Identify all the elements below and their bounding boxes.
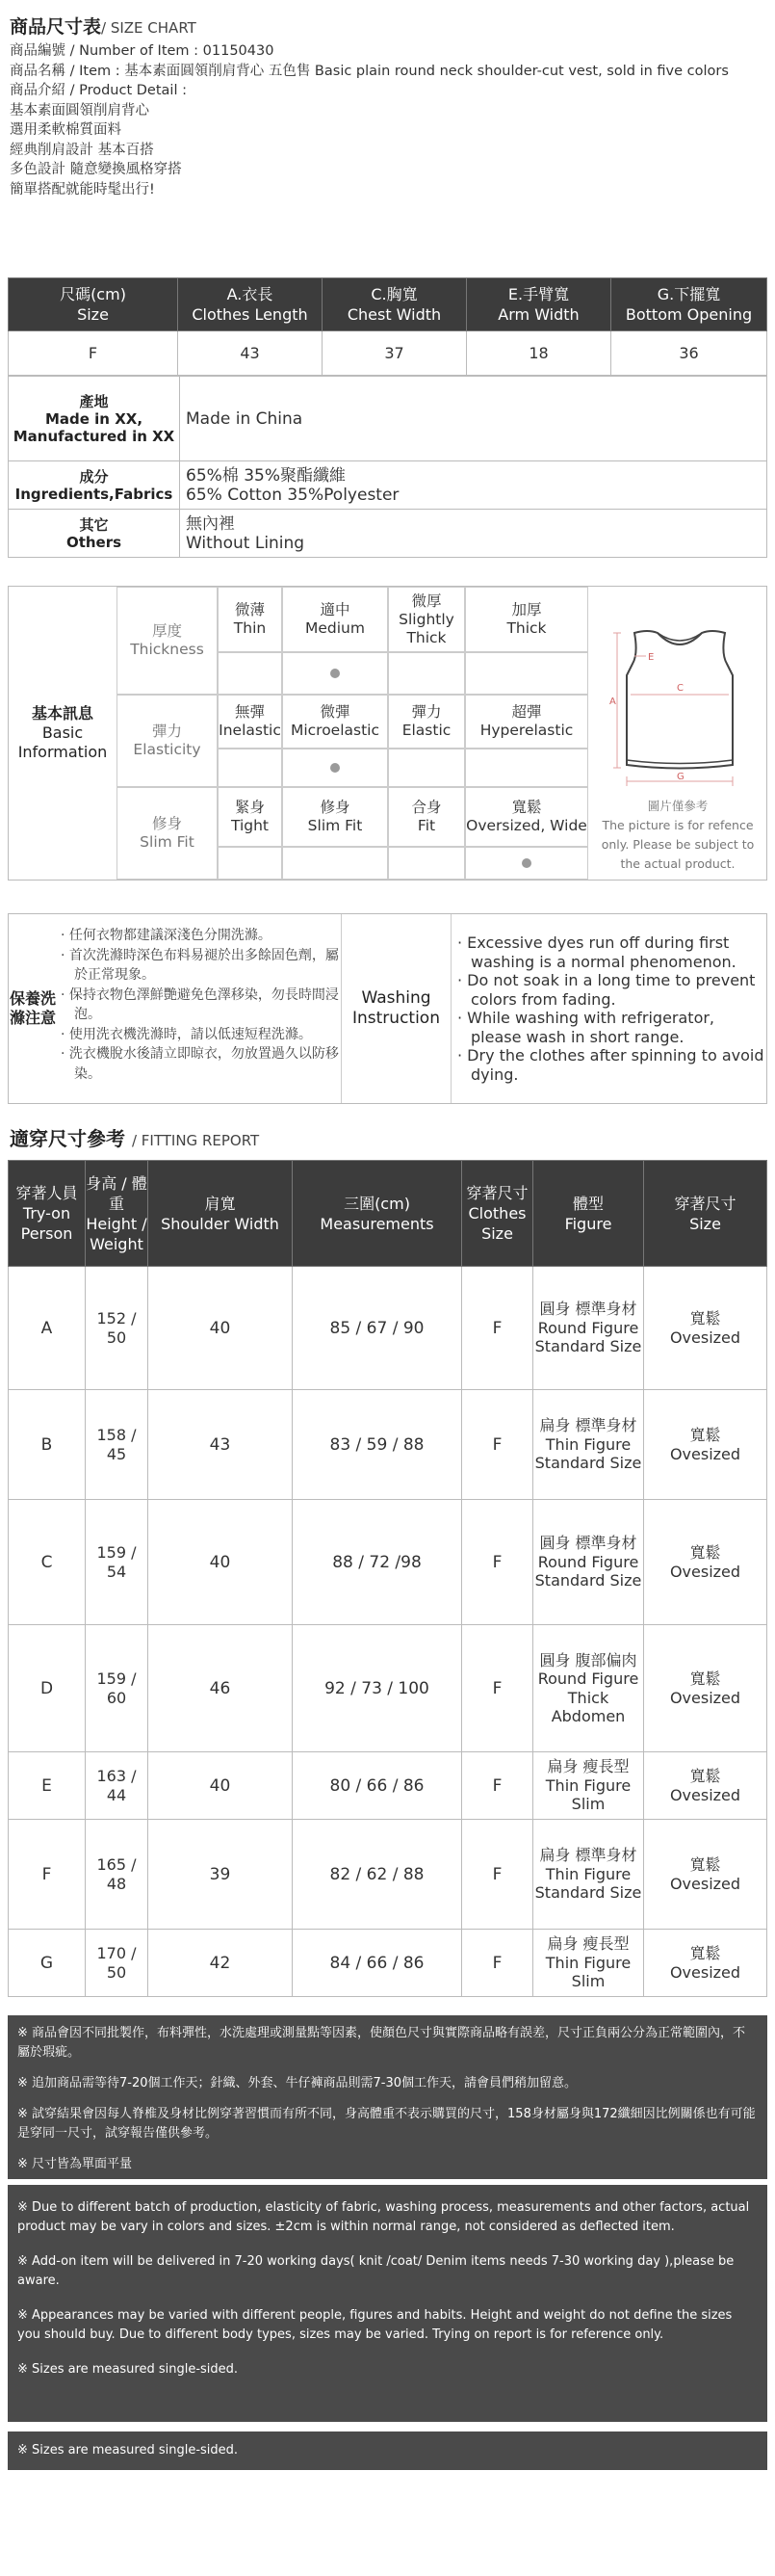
indicator-cell xyxy=(218,749,282,787)
height-weight-cell: 158 / 45 xyxy=(86,1390,148,1500)
figure-cell: 圓身 腹部偏肉 Round Figure Thick Abdomen xyxy=(533,1625,644,1752)
bottom-opening-header: G.下擺寬 Bottom Opening xyxy=(611,278,767,331)
note-item: ※ 試穿結果會因每人脊椎及身材比例穿著習慣而有所不同，身高體重不表示購買的尺寸，158身材屬身與172纖細因比例關係也有可能是穿同一尺寸，試穿報告僅供參考。 xyxy=(17,2107,756,2141)
measure-letter-g: G xyxy=(677,772,685,782)
shoulder-cell: 43 xyxy=(148,1390,293,1500)
origin-value: Made in China xyxy=(180,377,767,461)
figure-header: 體型 Figure xyxy=(533,1161,644,1267)
arm-width-cell: 18 xyxy=(467,331,611,376)
option-microelastic: 微彈 Microelastic xyxy=(282,695,388,749)
figure-cell: 扁身 瘦長型 Thin Figure Slim xyxy=(533,1930,644,1997)
note-item: ※ 尺寸皆為單面平量 xyxy=(17,2157,133,2171)
table-row xyxy=(9,1390,767,1500)
note-item: ※ Due to different batch of production, elasticity of fabric, washing process, measurements and other factors, actual product may be vary in colors and sizes. ±2cm is within normal range, not considered as deflected item. xyxy=(17,2200,750,2234)
indicator-cell xyxy=(388,652,465,695)
clothes-size-cell: F xyxy=(462,1752,533,1820)
measure-letter-a: A xyxy=(609,697,616,707)
page-title-sub: / SIZE CHART xyxy=(101,19,196,37)
indicator-cell xyxy=(218,847,282,880)
slim-fit-label: 修身 Slim Fit xyxy=(116,787,218,880)
chest-width-cell: 37 xyxy=(323,331,467,376)
clothes-size-cell: F xyxy=(462,1500,533,1625)
arm-width-header: E.手臂寬 Arm Width xyxy=(467,278,611,331)
shoulder-cell: 40 xyxy=(148,1752,293,1820)
size-header: 尺碼(cm) Size xyxy=(9,278,178,331)
selected-dot xyxy=(330,669,340,678)
fitting-title: 適穿尺寸參考 / FITTING REPORT xyxy=(10,1127,260,1150)
origin-key: 產地 Made in XX, Manufactured in XX xyxy=(9,377,180,461)
others-value: 無內裡 Without Lining xyxy=(180,510,767,558)
note-item: ※ 追加商品需等待7-20個工作天；針織、外套、牛仔褲商品則需7-30個工作天，請會員們稍加留意。 xyxy=(17,2076,578,2090)
option-thin: 微薄 Thin xyxy=(218,587,282,652)
option-inelastic: 無彈 Inelastic xyxy=(218,695,282,749)
shoulder-cell: 40 xyxy=(148,1267,293,1390)
detail-line: 選用柔軟棉質面料 xyxy=(10,122,121,138)
measurements-header: 三圍(cm) Measurements xyxy=(293,1161,462,1267)
height-weight-cell: 163 / 44 xyxy=(86,1752,148,1820)
note-item: ※ Appearances may be varied with different people, figures and habits. Height and weight do not define the sizes you should buy. Due to different body types, sizes may be varied. Trying on report is for reference only. xyxy=(17,2308,733,2342)
indicator-cell xyxy=(218,652,282,695)
figure-cell: 圓身 標準身材 Round Figure Standard Size xyxy=(533,1267,644,1390)
indicator-cell xyxy=(388,749,465,787)
person-cell: F xyxy=(9,1820,86,1930)
indicator-cell xyxy=(465,847,588,880)
detail-label: 商品介紹 / Product Detail : xyxy=(10,83,187,98)
clothes-size-cell: F xyxy=(462,1390,533,1500)
table-row xyxy=(9,1930,767,1997)
table-row xyxy=(9,331,767,376)
person-cell: C xyxy=(9,1500,86,1625)
measurements-cell: 82 / 62 / 88 xyxy=(293,1820,462,1930)
note-item: ※ Add-on item will be delivered in 7-20 working days( knit /coat/ Denim items needs 7-30 working day ),please be aware. xyxy=(17,2254,735,2288)
indicator-cell xyxy=(465,652,588,695)
option-medium: 適中 Medium xyxy=(282,587,388,652)
option-fit: 合身 Fit xyxy=(388,787,465,847)
vest-outline-icon xyxy=(588,587,766,794)
measure-letter-e: E xyxy=(648,652,655,663)
person-cell: G xyxy=(9,1930,86,1997)
fit-size-header: 穿著尺寸 Size xyxy=(644,1161,767,1267)
height-weight-cell: 159 / 60 xyxy=(86,1625,148,1752)
fit-cell: 寬鬆 Ovesized xyxy=(644,1820,767,1930)
shoulder-cell: 40 xyxy=(148,1500,293,1625)
others-key: 其它 Others xyxy=(9,510,180,558)
fitting-table xyxy=(8,1160,767,1997)
height-weight-cell: 165 / 48 xyxy=(86,1820,148,1930)
detail-line: 經典削肩設計 基本百搭 xyxy=(10,142,154,158)
indicator-cell xyxy=(282,847,388,880)
person-cell: E xyxy=(9,1752,86,1820)
ingredients-value: 65%棉 35%聚酯纖維 65% Cotton 35%Polyester xyxy=(180,461,767,510)
fit-cell: 寬鬆 Ovesized xyxy=(644,1267,767,1390)
note-item: ※ Sizes are measured single-sided. xyxy=(17,2443,239,2458)
table-row xyxy=(9,461,767,510)
height-weight-cell: 170 / 50 xyxy=(86,1930,148,1997)
measurements-cell: 85 / 67 / 90 xyxy=(293,1267,462,1390)
person-cell: D xyxy=(9,1625,86,1752)
washing-label-en: Washing Instruction xyxy=(341,914,452,1103)
height-weight-cell: 159 / 54 xyxy=(86,1500,148,1625)
clothes-size-header: 穿著尺寸 Clothes Size xyxy=(462,1161,533,1267)
option-thick: 加厚 Thick xyxy=(465,587,588,652)
measurements-cell: 84 / 66 / 86 xyxy=(293,1930,462,1997)
washing-panel xyxy=(8,913,767,1104)
table-row xyxy=(9,1267,767,1390)
washing-label-zh: 保養洗滌注意 xyxy=(9,989,56,1027)
option-elastic: 彈力 Elastic xyxy=(388,695,465,749)
size-cell: F xyxy=(9,331,178,376)
measurements-cell: 88 / 72 /98 xyxy=(293,1500,462,1625)
person-cell: A xyxy=(9,1267,86,1390)
clothes-size-cell: F xyxy=(462,1930,533,1997)
garment-diagram xyxy=(588,587,766,880)
indicator-cell xyxy=(282,652,388,695)
height-weight-header: 身高 / 體重 Height / Weight xyxy=(86,1161,148,1267)
table-row xyxy=(9,1500,767,1625)
figure-cell: 扁身 標準身材 Thin Figure Standard Size xyxy=(533,1820,644,1930)
clothes-size-cell: F xyxy=(462,1820,533,1930)
try-on-person-header: 穿著人員 Try-on Person xyxy=(9,1161,86,1267)
chest-width-header: C.胸寬 Chest Width xyxy=(323,278,467,331)
note-item: ※ Sizes are measured single-sided. xyxy=(17,2362,239,2377)
option-tight: 緊身 Tight xyxy=(218,787,282,847)
indicator-cell xyxy=(465,749,588,787)
clothes-size-cell: F xyxy=(462,1625,533,1752)
fit-cell: 寬鬆 Ovesized xyxy=(644,1930,767,1997)
shoulder-width-header: 肩寬 Shoulder Width xyxy=(148,1161,293,1267)
option-slim-fit: 修身 Slim Fit xyxy=(282,787,388,847)
washing-text-en: · Excessive dyes run off during first washing is a normal phenomenon. · Do not soak in a long time to prevent colors from fading. · While washing with refrigerator, please wash in short range. · Dry the clothes after spinning to avoid dying. xyxy=(457,933,764,1084)
option-slightly-thick: 微厚 Slightly Thick xyxy=(388,587,465,652)
option-hyperelastic: 超彈 Hyperelastic xyxy=(465,695,588,749)
fit-cell: 寬鬆 Ovesized xyxy=(644,1625,767,1752)
item-number: 商品編號 / Number of Item : 01150430 xyxy=(10,43,274,59)
notes-zh xyxy=(8,2015,767,2179)
basic-info-label: 基本訊息 Basic Information xyxy=(17,704,108,761)
washing-text-zh: · 任何衣物都建議深淺色分開洗滌。 · 首次洗滌時深色布料易褪於出多餘固色劑，屬於正常現象。 · 保持衣物色澤鮮艷避免色澤移染，勿長時間浸泡。 · 使用洗衣機洗滌時，請以低速短程洗滌。 · 洗衣機脫水後請立即晾衣，勿放置過久以防移染。 xyxy=(61,928,339,1082)
shoulder-cell: 39 xyxy=(148,1820,293,1930)
measurements-cell: 80 / 66 / 86 xyxy=(293,1752,462,1820)
measurements-cell: 92 / 73 / 100 xyxy=(293,1625,462,1752)
shoulder-cell: 42 xyxy=(148,1930,293,1997)
basic-info-grid xyxy=(116,587,588,880)
measurements-cell: 83 / 59 / 88 xyxy=(293,1390,462,1500)
size-chart-header xyxy=(10,13,765,199)
figure-cell: 圓身 標準身材 Round Figure Standard Size xyxy=(533,1500,644,1625)
elasticity-label: 彈力 Elasticity xyxy=(116,695,218,787)
notes-en xyxy=(8,2185,767,2422)
detail-line: 基本素面圓領削肩背心 xyxy=(10,102,149,118)
table-row xyxy=(9,1625,767,1752)
item-name: 商品名稱 / Item : 基本素面圓領削肩背心 五色售 Basic plain round neck shoulder-cut vest, sold in five colors xyxy=(10,63,729,79)
detail-line: 簡單搭配就能時髦出行! xyxy=(10,181,155,197)
clothes-length-header: A.衣長 Clothes Length xyxy=(178,278,323,331)
table-row xyxy=(9,377,767,461)
figure-cell: 扁身 瘦長型 Thin Figure Slim xyxy=(533,1752,644,1820)
measure-letter-c: C xyxy=(677,683,684,694)
indicator-cell xyxy=(282,749,388,787)
table-row xyxy=(9,1820,767,1930)
fit-cell: 寬鬆 Ovesized xyxy=(644,1390,767,1500)
clothes-length-cell: 43 xyxy=(178,331,323,376)
shoulder-cell: 46 xyxy=(148,1625,293,1752)
notes-final xyxy=(8,2431,767,2470)
indicator-cell xyxy=(388,847,465,880)
detail-line: 多色設計 隨意變換風格穿搭 xyxy=(10,162,182,177)
basic-info-panel xyxy=(8,586,767,881)
clothes-size-cell: F xyxy=(462,1267,533,1390)
fit-cell: 寬鬆 Ovesized xyxy=(644,1752,767,1820)
origin-table xyxy=(8,376,767,558)
page-title: 商品尺寸表/ SIZE CHART xyxy=(10,16,196,38)
note-item: ※ 商品會因不同批製作，布料彈性，水洗處理或測量點等因素，使顏色尺寸與實際商品略有誤差，尺寸正負兩公分為正常範圍內，不屬於瑕疵。 xyxy=(17,2026,746,2060)
table-row xyxy=(9,510,767,558)
size-table xyxy=(8,277,767,376)
thickness-label: 厚度 Thickness xyxy=(116,587,218,695)
figure-caption: 圖片僅參考 The picture is for refence only. Please be subject to the actual product. xyxy=(601,799,755,871)
selected-dot xyxy=(522,858,531,868)
figure-cell: 扁身 標準身材 Thin Figure Standard Size xyxy=(533,1390,644,1500)
bottom-opening-cell: 36 xyxy=(611,331,767,376)
ingredients-key: 成分 Ingredients,Fabrics xyxy=(9,461,180,510)
selected-dot xyxy=(330,763,340,773)
option-oversized: 寬鬆 Oversized, Wide xyxy=(465,787,588,847)
height-weight-cell: 152 / 50 xyxy=(86,1267,148,1390)
person-cell: B xyxy=(9,1390,86,1500)
fit-cell: 寬鬆 Ovesized xyxy=(644,1500,767,1625)
table-row xyxy=(9,1752,767,1820)
